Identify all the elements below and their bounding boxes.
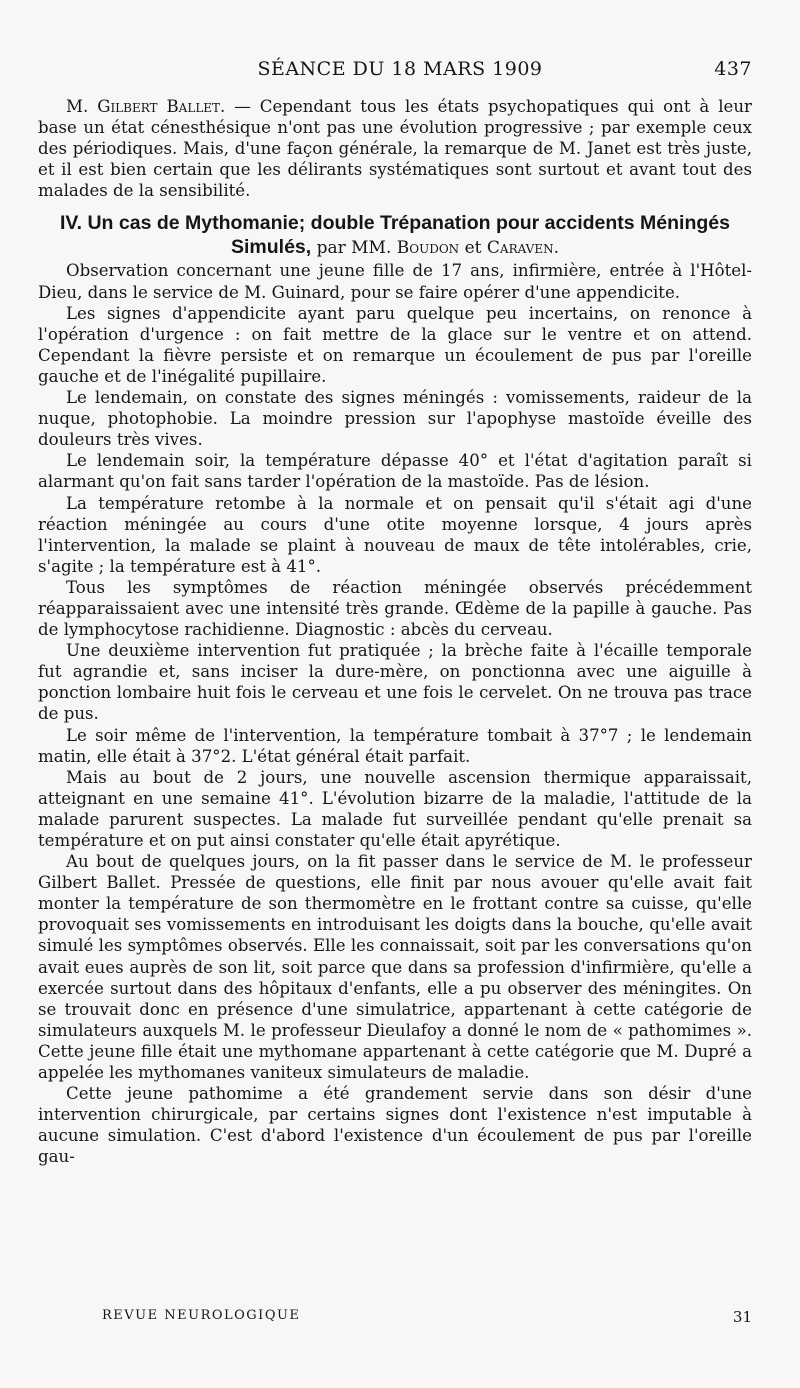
speaker-name: M. Gilbert Ballet. [66, 97, 226, 116]
text-body [38, 96, 752, 1168]
paragraph-11: Cette jeune pathomime a été grandement servie dans son désir d'une intervention chirurgicale, par certains signes dont l'existence n'est imputable à aucune simulation. C'est d'abord l'existence d'un écoulement de pus par l'oreille gau- [38, 1084, 752, 1167]
paragraph-8: Le soir même de l'intervention, la température tombait à 37°7 ; le lendemain matin, elle était à 37°2. L'état général était parfait. [38, 725, 752, 766]
paragraph-2: Les signes d'appendicite ayant paru quelque peu incertains, on renonce à l'opération d'urgence : on fait mettre de la glace sur le ventre et on attend. Cependant la fièvre persiste et on remarque un écoulement de pus par l'oreille gauche et de l'inégalité pupillaire. [38, 303, 752, 386]
running-header [0, 58, 800, 84]
authors-suffix: . [553, 238, 559, 259]
article-title: IV. Un cas de Mythomanie; double Trépanation pour accidents Méningés Simulés, [60, 212, 730, 259]
journal-name: REVUE NEUROLOGIQUE [102, 1308, 301, 1323]
intro-paragraph [38, 96, 752, 201]
page-footer [0, 1308, 800, 1332]
paragraph-3: Le lendemain, on constate des signes méningés : vomissements, raideur de la nuque, photophobie. La moindre pression sur l'apophyse mastoïde éveille des douleurs très vives. [38, 388, 752, 450]
paragraph-10: Au bout de quelques jours, on la fit passer dans le service de M. le professeur Gilbert Ballet. Pressée de questions, elle finit par nous avouer qu'elle avait fait monter la température de son thermomètre en le frottant contre sa cuisse, qu'elle provoquait ses vomissements en introduisant les doigts dans la bouche, qu'elle avait simulé les symptômes observés. Elle les connaissait, soit par les conversations qu'on avait eues auprès de son lit, soit parce que dans sa profession d'infirmière, qu'elle a exercée surtout dans des hôpitaux d'enfants, elle a pu observer des méningites. On se trouvait donc en présence d'une simulatrice, appartenant à cette catégorie de simulateurs auxquels M. le professeur Dieulafoy a donné le nom de « pathomimes ». Cette jeune fille était une mythomane appartenant à cette catégorie que M. Dupré a appelée les mythomanes vaniteux simulateurs de maladie. [38, 852, 752, 1083]
article-heading [38, 211, 752, 260]
paragraph-1: Observation concernant une jeune fille de 17 ans, infirmière, entrée à l'Hôtel-Dieu, dans le service de M. Guinard, pour se faire opérer d'une appendicite. [38, 261, 752, 302]
paragraph-7: Une deuxième intervention fut pratiquée ; la brèche faite à l'écaille temporale fut agrandie et, sans inciser la dure-mère, on ponctionna avec une aiguille à ponction lombaire huit fois le cerveau et une fois le cervelet. On ne trouva pas trace de pus. [38, 641, 752, 724]
intro-text: — Cependant tous les états psychopatiques qui ont à leur base un état cénesthésique n'ont pas une évolution progressive ; par exemple ceux des périodiques. Mais, d'une façon générale, la remarque de M. Janet est très juste, et il est bien certain que les délirants systématiques sont surtout et avant tout des malades de la sensibilité. [38, 97, 752, 201]
paragraph-4: Le lendemain soir, la température dépasse 40° et l'état d'agitation paraît si alarmant qu'on fait sans tarder l'opération de la mastoïde. Pas de lésion. [38, 451, 752, 492]
paragraph-9: Mais au bout de 2 jours, une nouvelle ascension thermique apparaissait, atteignant en une semaine 41°. L'évolution bizarre de la maladie, l'attitude de la malade parurent suspectes. La malade fut surveillée pendant qu'elle prenait sa température et on put ainsi constater qu'elle était apyrétique. [38, 767, 752, 850]
authors-and: et [459, 238, 487, 259]
signature-mark: 31 [732, 1308, 752, 1326]
running-title: SÉANCE DU 18 MARS 1909 [257, 58, 543, 80]
page-number: 437 [714, 58, 752, 80]
authors-prefix: par MM. [311, 238, 397, 259]
paragraph-6: Tous les symptômes de réaction méningée observés précédemment réapparaissaient avec une intensité très grande. Œdème de la papille à gauche. Pas de lymphocytose rachidienne. Diagnostic : abcès du cerveau. [38, 577, 752, 640]
paragraph-5: La température retombe à la normale et on pensait qu'il s'était agi d'une réaction méningée au cours d'une otite moyenne lorsque, 4 jours après l'intervention, la malade se plaint à nouveau de maux de tête intolérables, crie, s'agite ; la température est à 41°. [38, 493, 752, 576]
author-boudon: Boudon [396, 238, 460, 259]
author-caraven: Caraven [486, 238, 554, 259]
